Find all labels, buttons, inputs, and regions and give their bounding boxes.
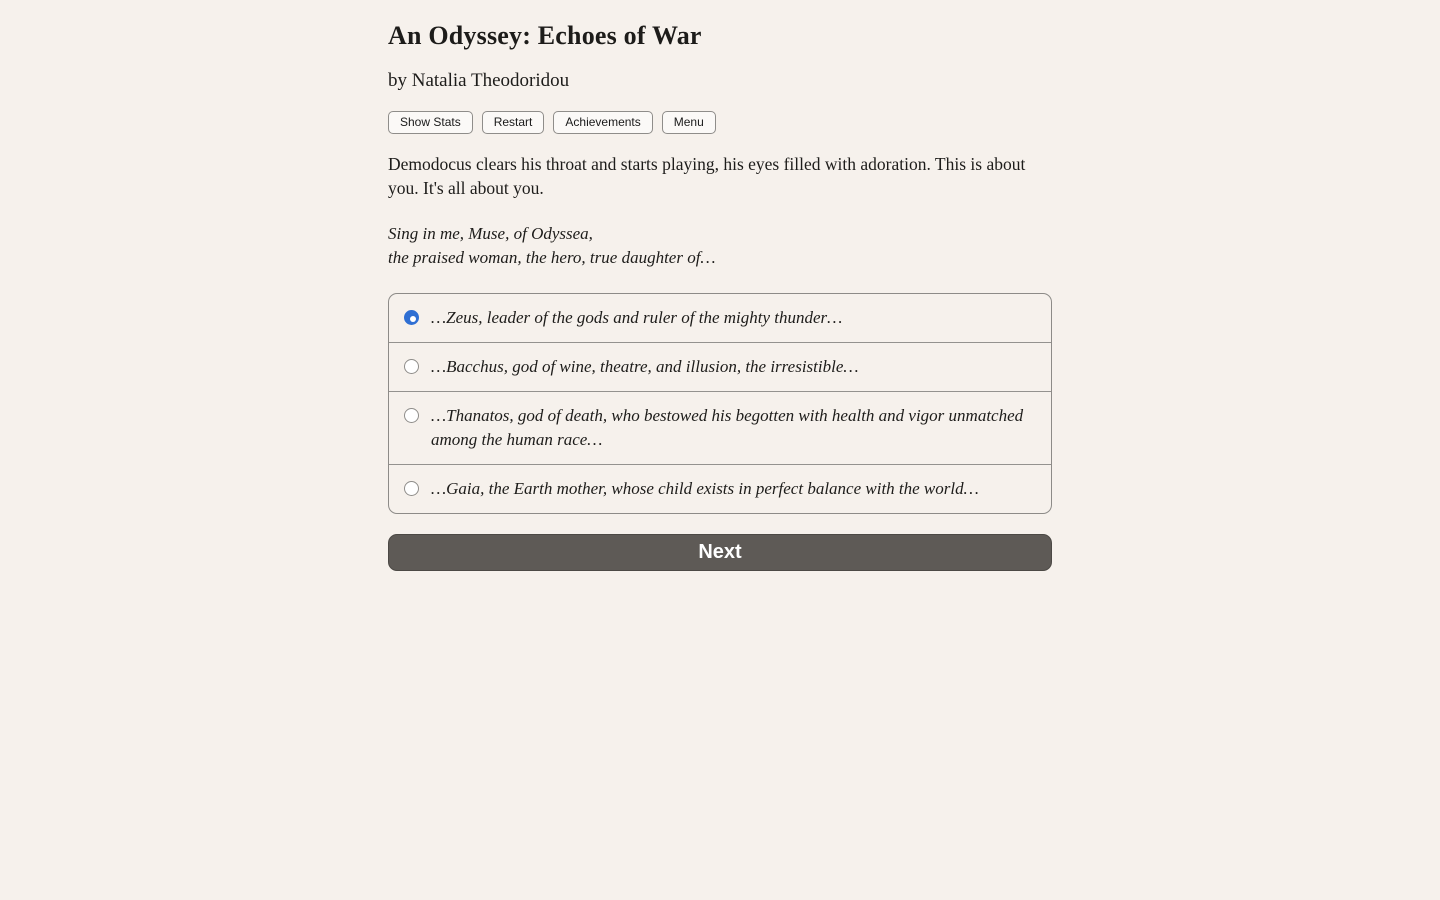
choice-option-zeus[interactable] — [389, 294, 1051, 342]
radio-icon[interactable] — [404, 359, 419, 374]
restart-button[interactable]: Restart — [482, 111, 545, 134]
toolbar — [388, 111, 1052, 134]
radio-icon[interactable] — [404, 481, 419, 496]
verse-line-2: the praised woman, the hero, true daughter of… — [388, 248, 716, 267]
radio-icon[interactable] — [404, 408, 419, 423]
choice-group — [388, 293, 1052, 514]
choice-label: …Thanatos, god of death, who bestowed his begotten with health and vigor unmatched among the human race… — [431, 406, 1024, 449]
page-title: An Odyssey: Echoes of War — [388, 21, 702, 50]
author-byline: by Natalia Theodoridou — [388, 70, 570, 91]
choice-label: …Gaia, the Earth mother, whose child exists in perfect balance with the world… — [431, 479, 979, 498]
choice-option-gaia[interactable] — [389, 464, 1051, 513]
show-stats-button[interactable]: Show Stats — [388, 111, 473, 134]
menu-button[interactable]: Menu — [662, 111, 716, 134]
achievements-button[interactable]: Achievements — [553, 111, 652, 134]
choice-option-thanatos[interactable] — [389, 391, 1051, 464]
next-button[interactable]: Next — [388, 534, 1052, 571]
choice-option-bacchus[interactable] — [389, 342, 1051, 391]
choice-label: …Zeus, leader of the gods and ruler of the mighty thunder… — [431, 308, 843, 327]
story-page — [388, 0, 1052, 571]
choice-label: …Bacchus, god of wine, theatre, and illusion, the irresistible… — [431, 357, 859, 376]
story-paragraph: Demodocus clears his throat and starts playing, his eyes filled with adoration. This is about you. It's all about you. — [388, 154, 1026, 198]
radio-icon[interactable] — [404, 310, 419, 325]
verse-line-1: Sing in me, Muse, of Odyssea, — [388, 224, 593, 243]
story-verse — [388, 222, 1052, 270]
